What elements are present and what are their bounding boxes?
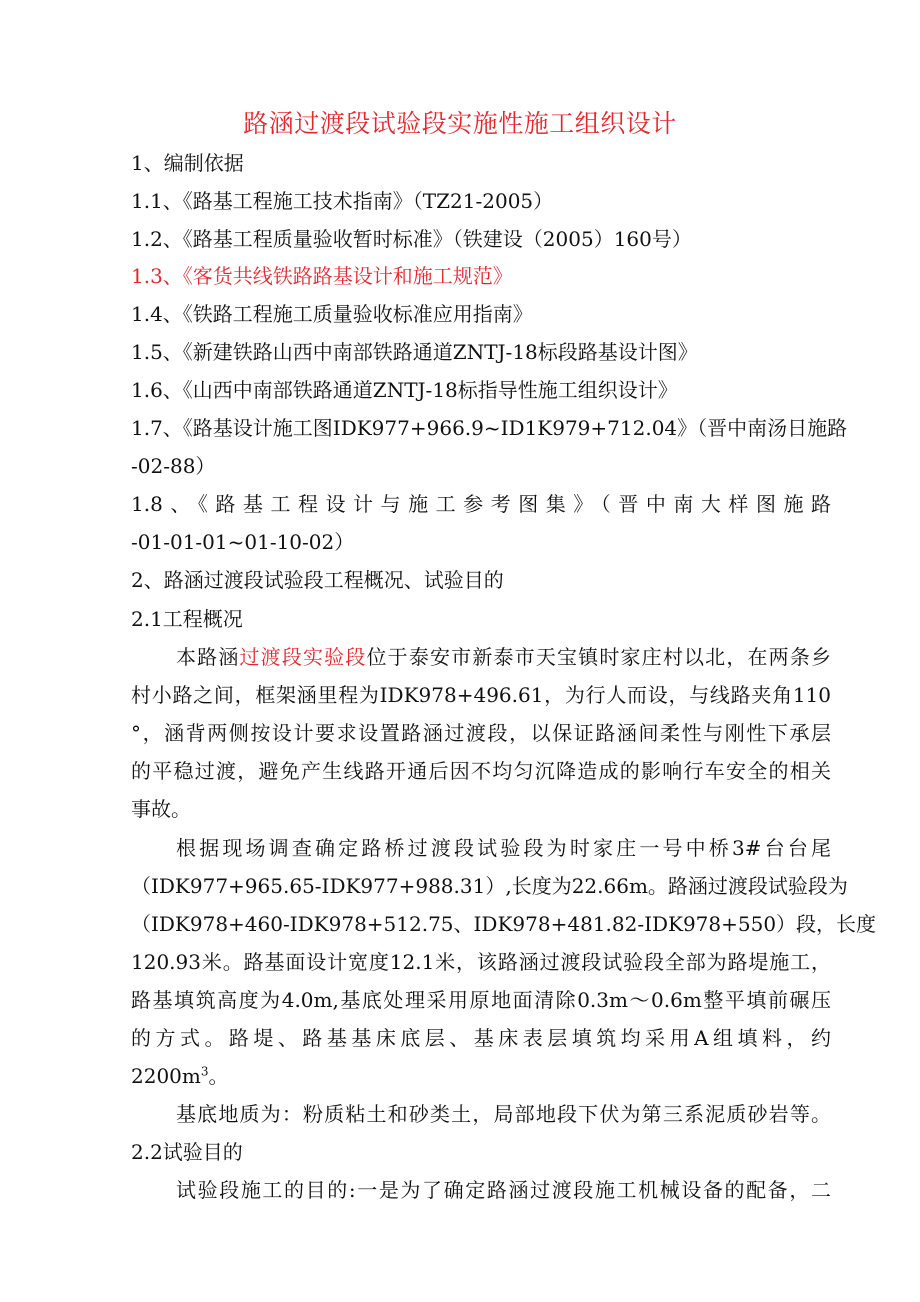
paragraph-line: 基底地质为：粉质粘土和砂类土，局部地段下伏为第三系泥质砂岩等。 xyxy=(176,1102,831,1126)
reference-item: 1.5、《新建铁路山西中南部铁路通道ZNTJ-18标段路基设计图》 xyxy=(131,340,698,364)
paragraph-line: 的方式。路堤、路基基床底层、基床表层填筑均采用A组填料，约 xyxy=(131,1026,831,1050)
paragraph-line: （IDK977+965.65-IDK977+988.31）,长度为22.66m。路涵过渡段试验段为 xyxy=(131,874,848,898)
reference-item: 1.2、《路基工程质量验收暂时标准》（铁建设（2005）160号） xyxy=(131,227,692,251)
paragraph-line: 120.93米。路基面设计宽度12.1米，该路涵过渡段试验段全部为路堤施工， xyxy=(131,950,831,974)
reference-item: 1.6、《山西中南部铁路通道ZNTJ-18标指导性施工组织设计》 xyxy=(131,378,678,402)
document-title: 路涵过渡段试验段实施性施工组织设计 xyxy=(243,109,677,138)
paragraph-line: （IDK978+460-IDK978+512.75、IDK978+481.82-IDK978+550）段，长度 xyxy=(131,912,877,936)
reference-item: 1.8、《路基工程设计与施工参考图集》（晋中南大样图施路 xyxy=(131,492,831,516)
subsection-2-1-heading: 2.1工程概况 xyxy=(131,607,243,631)
reference-item: 1.4、《铁路工程施工质量验收标准应用指南》 xyxy=(131,302,533,326)
paragraph-line: 路基填筑高度为4.0m,基底处理采用原地面清除0.3m～0.6m整平填前碾压 xyxy=(131,988,831,1012)
reference-item-continued: -02-88） xyxy=(131,454,216,478)
paragraph-line: 试验段施工的目的:一是为了确定路涵过渡段施工机械设备的配备，二 xyxy=(176,1178,831,1202)
paragraph-line: 的平稳过渡，避免产生线路开通后因不均匀沉降造成的影响行车安全的相关 xyxy=(131,759,831,783)
paragraph-line: 根据现场调查确定路桥过渡段试验段为时家庄一号中桥3#台台尾 xyxy=(176,836,831,860)
reference-item: 1.7、《路基设计施工图IDK977+966.9~ID1K979+712.04》（晋中南汤日施路 xyxy=(131,416,848,440)
paragraph-line: 本路涵过渡段实验段位于泰安市新泰市天宝镇时家庄村以北，在两条乡 xyxy=(176,645,831,669)
reference-item-highlighted: 1.3、《客货共线铁路路基设计和施工规范》 xyxy=(131,264,513,288)
reference-item: 1.1、《路基工程施工技术指南》（TZ21-2005） xyxy=(131,189,554,213)
paragraph-line: 事故。 xyxy=(131,797,191,821)
subsection-2-2-heading: 2.2试验目的 xyxy=(131,1140,243,1164)
paragraph-line: $2200m^3$。 xyxy=(131,1064,229,1088)
paragraph-line: °，涵背两侧按设计要求设置路涵过渡段，以保证路涵间柔性与刚性下承层 xyxy=(131,721,831,745)
reference-item-continued: -01-01-01~01-10-02） xyxy=(131,530,355,554)
section-1-heading: 1、编制依据 xyxy=(131,151,244,175)
highlighted-text: 过渡段实验段 xyxy=(239,645,367,669)
superscript: 3 xyxy=(200,1064,209,1079)
section-2-heading: 2、路涵过渡段试验段工程概况、试验目的 xyxy=(131,568,504,592)
paragraph-line: 村小路之间，框架涵里程为IDK978+496.61，为行人而设，与线路夹角110 xyxy=(131,683,831,707)
